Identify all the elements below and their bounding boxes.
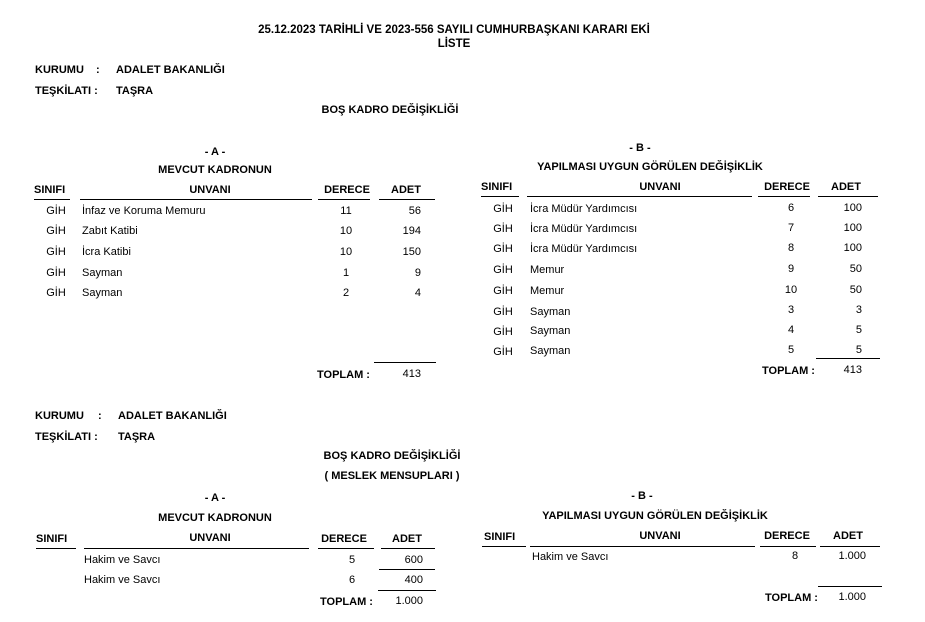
cell-unvani: Sayman (82, 267, 123, 279)
toplam-value: 1.000 (838, 591, 866, 603)
cell-unvani: Sayman (82, 287, 123, 299)
cell-sinifi: GİH (493, 346, 513, 358)
header-underline (481, 196, 519, 197)
kurum-label: KURUMU (35, 410, 84, 422)
cell-derece: 6 (787, 202, 795, 214)
cell-derece: 10 (339, 246, 353, 258)
cell-derece: 5 (348, 554, 356, 566)
header-underline (758, 196, 810, 197)
header-underline (318, 548, 374, 549)
cell-derece: 8 (787, 242, 795, 254)
table-b-marker: - B - (631, 490, 653, 502)
col-header-sinifi: SINIFI (36, 533, 68, 545)
cell-unvani: Sayman (530, 345, 571, 357)
cell-unvani: Hakim ve Savcı (84, 574, 161, 586)
header-underline (482, 546, 526, 547)
teskilat-value: TAŞRA (118, 431, 156, 443)
cell-unvani: İcra Müdür Yardımcısı (530, 243, 638, 255)
header-underline (527, 196, 752, 197)
cell-unvani: Sayman (530, 325, 571, 337)
col-header-derece: DERECE (764, 530, 810, 542)
cell-unvani: Sayman (530, 306, 571, 318)
total-line (816, 358, 880, 359)
col-header-derece: DERECE (764, 181, 810, 193)
col-header-adet: ADET (831, 181, 861, 193)
table-b-marker: - B - (629, 142, 651, 154)
col-header-unvani: UNVANI (639, 181, 681, 193)
col-header-sinifi: SINIFI (484, 531, 516, 543)
cell-sinifi: GİH (46, 246, 66, 258)
cell-adet: 56 (408, 205, 421, 217)
cell-unvani: Memur (530, 264, 565, 276)
toplam-label: TOPLAM : (317, 369, 370, 381)
cell-sinifi: GİH (46, 205, 66, 217)
kurum-value: ADALET BAKANLIĞI (116, 64, 225, 76)
header-underline (34, 199, 70, 200)
cell-adet: 194 (402, 225, 421, 237)
kurum-separator: : (98, 410, 102, 422)
kurum-label: KURUMU (35, 64, 84, 76)
cell-adet: 5 (855, 324, 862, 336)
cell-adet: 5 (855, 344, 862, 356)
cell-derece: 2 (342, 287, 350, 299)
header-underline (530, 546, 755, 547)
header-underline (818, 196, 878, 197)
cell-unvani: İcra Müdür Yardımcısı (530, 203, 638, 215)
cell-derece: 3 (787, 304, 795, 316)
kurum-value: ADALET BAKANLIĞI (118, 410, 227, 422)
col-header-adet: ADET (391, 184, 421, 196)
cell-adet: 4 (414, 287, 421, 299)
cell-derece: 11 (340, 205, 352, 217)
table-a-title: MEVCUT KADRONUN (158, 164, 272, 176)
cell-adet: 50 (849, 263, 862, 275)
cell-unvani: İnfaz ve Koruma Memuru (82, 205, 206, 217)
cell-adet: 9 (414, 267, 421, 279)
total-line (374, 362, 436, 363)
table-a-marker: - A - (204, 492, 226, 504)
cell-sinifi: GİH (493, 326, 513, 338)
kurum-separator: : (96, 64, 100, 76)
section-subheading: ( MESLEK MENSUPLARI ) (324, 470, 460, 482)
cell-adet: 100 (843, 222, 862, 234)
cell-derece: 4 (787, 324, 795, 336)
cell-sinifi: GİH (493, 223, 513, 235)
cell-unvani: Hakim ve Savcı (532, 551, 609, 563)
col-header-sinifi: SINIFI (481, 181, 513, 193)
cell-derece: 10 (339, 225, 353, 237)
cell-unvani: Memur (530, 285, 565, 297)
toplam-label: TOPLAM : (765, 592, 818, 604)
toplam-label: TOPLAM : (320, 596, 373, 608)
header-underline (318, 199, 370, 200)
cell-sinifi: GİH (46, 287, 66, 299)
cell-sinifi: GİH (46, 267, 66, 279)
total-line (818, 586, 882, 587)
total-line (378, 590, 436, 591)
cell-adet: 50 (849, 284, 862, 296)
teskilat-label: TEŞKİLATI : (35, 85, 98, 97)
section-heading: BOŞ KADRO DEĞİŞİKLİĞİ (323, 450, 461, 462)
col-header-unvani: UNVANI (189, 532, 231, 544)
document-subtitle: LİSTE (437, 38, 471, 50)
col-header-adet: ADET (392, 533, 422, 545)
cell-unvani: Hakim ve Savcı (84, 554, 161, 566)
cell-derece: 5 (787, 344, 795, 356)
cell-sinifi: GİH (493, 264, 513, 276)
cell-adet: 150 (402, 246, 421, 258)
header-underline (80, 199, 312, 200)
table-a-marker: - A - (204, 146, 226, 158)
teskilat-value: TAŞRA (116, 85, 154, 97)
col-header-unvani: UNVANI (189, 184, 231, 196)
cell-unvani: İcra Katibi (82, 246, 131, 258)
cell-derece: 1 (342, 267, 350, 279)
cell-adet: 100 (843, 242, 862, 254)
col-header-unvani: UNVANI (639, 530, 681, 542)
cell-sinifi: GİH (493, 306, 513, 318)
toplam-value: 413 (402, 368, 421, 380)
section-heading: BOŞ KADRO DEĞİŞİKLİĞİ (321, 104, 459, 116)
cell-derece: 9 (787, 263, 795, 275)
header-underline (820, 546, 880, 547)
table-a-title: MEVCUT KADRONUN (158, 512, 272, 524)
cell-sinifi: GİH (493, 203, 513, 215)
cell-sinifi: GİH (46, 225, 66, 237)
cell-sinifi: GİH (493, 285, 513, 297)
cell-unvani: İcra Müdür Yardımcısı (530, 223, 638, 235)
cell-unvani: Zabıt Katibi (82, 225, 138, 237)
col-header-derece: DERECE (324, 184, 370, 196)
teskilat-label: TEŞKİLATI : (35, 431, 98, 443)
toplam-value: 413 (843, 364, 862, 376)
cell-adet: 400 (404, 574, 423, 586)
col-header-derece: DERECE (321, 533, 367, 545)
toplam-value: 1.000 (395, 595, 423, 607)
cell-derece: 10 (784, 284, 798, 296)
header-underline (381, 548, 435, 549)
table-b-title: YAPILMASI UYGUN GÖRÜLEN DEĞİŞİKLİK (537, 161, 763, 173)
row-divider (379, 569, 435, 570)
header-underline (379, 199, 435, 200)
cell-derece: 7 (787, 222, 795, 234)
col-header-adet: ADET (833, 530, 863, 542)
cell-derece: 6 (348, 574, 356, 586)
cell-sinifi: GİH (493, 243, 513, 255)
cell-adet: 1.000 (838, 550, 866, 562)
toplam-label: TOPLAM : (762, 365, 815, 377)
header-underline (36, 548, 76, 549)
cell-adet: 600 (404, 554, 423, 566)
document-title: 25.12.2023 TARİHLİ VE 2023-556 SAYILI CUMHURBAŞKANI KARARI EKİ (258, 24, 650, 36)
cell-derece: 8 (791, 550, 799, 562)
cell-adet: 100 (843, 202, 862, 214)
header-underline (760, 546, 816, 547)
table-b-title: YAPILMASI UYGUN GÖRÜLEN DEĞİŞİKLİK (542, 510, 768, 522)
cell-adet: 3 (855, 304, 862, 316)
header-underline (84, 548, 309, 549)
col-header-sinifi: SINIFI (34, 184, 66, 196)
